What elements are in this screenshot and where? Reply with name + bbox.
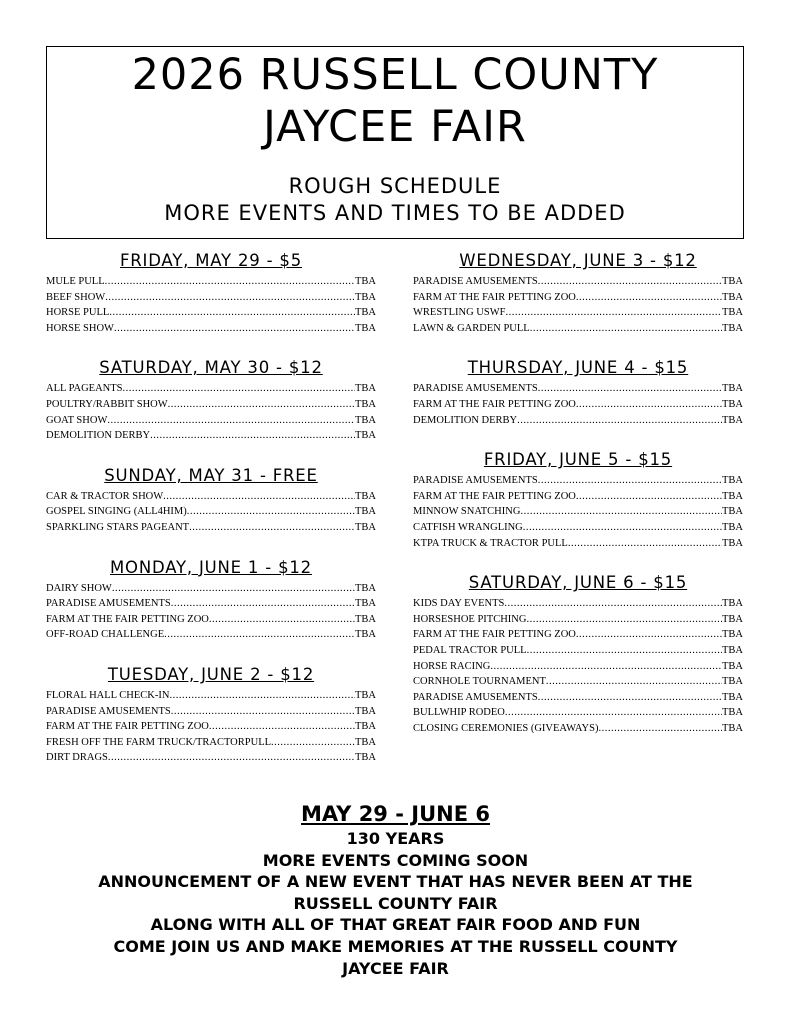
event-row bbox=[413, 504, 743, 520]
event-name: HORSESHOE PITCHING bbox=[413, 613, 527, 625]
day-block bbox=[46, 555, 376, 643]
event-row bbox=[413, 674, 743, 690]
dot-leader bbox=[538, 381, 722, 397]
footer-line: RUSSELL COUNTY FAIR bbox=[293, 893, 498, 913]
event-name: HORSE RACING bbox=[413, 660, 491, 672]
event-name: PARADISE AMUSEMENTS bbox=[413, 475, 538, 487]
event-name: DEMOLITION DERBY bbox=[46, 430, 151, 442]
dot-leader bbox=[504, 596, 722, 612]
dot-leader bbox=[576, 397, 722, 413]
event-time: TBA bbox=[722, 414, 743, 426]
footer-line: 130 YEARS bbox=[346, 829, 445, 848]
event-row bbox=[46, 321, 376, 337]
event-row bbox=[46, 381, 376, 397]
dot-leader bbox=[530, 321, 722, 337]
event-time: TBA bbox=[355, 430, 376, 442]
event-row bbox=[46, 612, 376, 628]
day-block bbox=[46, 355, 376, 443]
footer-announcement bbox=[0, 800, 791, 979]
left-schedule-column bbox=[46, 248, 376, 785]
event-name: KTPA TRUCK & TRACTOR PULL bbox=[413, 537, 568, 549]
day-heading: FRIDAY, MAY 29 - $5 bbox=[119, 251, 302, 270]
event-name: GOAT SHOW bbox=[46, 414, 108, 426]
day-heading: FRIDAY, JUNE 5 - $15 bbox=[483, 450, 673, 470]
footer-line: ALONG WITH ALL OF THAT GREAT FAIR FOOD AND FUN bbox=[150, 915, 641, 935]
event-time: TBA bbox=[722, 722, 743, 734]
event-time: TBA bbox=[722, 490, 743, 502]
event-name: FARM AT THE FAIR PETTING ZOO bbox=[413, 490, 576, 502]
dot-leader bbox=[150, 428, 355, 444]
event-time: TBA bbox=[355, 490, 376, 502]
event-row bbox=[46, 520, 376, 536]
event-name: BEEF SHOW bbox=[46, 291, 106, 303]
event-time: TBA bbox=[722, 629, 743, 641]
day-heading: SATURDAY, MAY 30 - $12 bbox=[99, 358, 323, 378]
day-block bbox=[413, 355, 743, 428]
event-name: FRESH OFF THE FARM TRUCK/TRACTORPULL bbox=[46, 736, 272, 748]
dot-leader bbox=[538, 690, 722, 706]
event-row bbox=[413, 643, 743, 659]
footer-line: ANNOUNCEMENT OF A NEW EVENT THAT HAS NEVER BEEN AT THE bbox=[98, 872, 693, 892]
event-row bbox=[413, 290, 743, 306]
event-row bbox=[46, 428, 376, 444]
event-row bbox=[413, 489, 743, 505]
event-time: TBA bbox=[722, 707, 743, 719]
dot-leader bbox=[164, 627, 355, 643]
event-row bbox=[46, 489, 376, 505]
event-row bbox=[413, 690, 743, 706]
event-name: PARADISE AMUSEMENTS bbox=[46, 598, 171, 610]
event-time: TBA bbox=[722, 644, 743, 656]
dot-leader bbox=[168, 397, 355, 413]
event-row bbox=[413, 705, 743, 721]
event-name: FARM AT THE FAIR PETTING ZOO bbox=[413, 398, 576, 410]
event-name: LAWN & GARDEN PULL bbox=[413, 322, 530, 334]
subtitle-line1: ROUGH SCHEDULE bbox=[288, 174, 502, 198]
event-time: TBA bbox=[355, 276, 376, 287]
event-name: MULE PULL bbox=[46, 276, 105, 287]
event-name: HORSE PULL bbox=[46, 307, 110, 319]
dot-leader bbox=[209, 612, 355, 628]
event-time: TBA bbox=[722, 475, 743, 487]
dot-leader bbox=[546, 674, 722, 690]
event-row bbox=[46, 290, 376, 306]
day-heading: SUNDAY, MAY 31 - FREE bbox=[104, 465, 318, 485]
event-name: PARADISE AMUSEMENTS bbox=[413, 383, 538, 395]
event-name: KIDS DAY EVENTS bbox=[413, 598, 505, 610]
event-time: TBA bbox=[355, 506, 376, 518]
event-row bbox=[413, 596, 743, 612]
event-time: TBA bbox=[722, 322, 743, 334]
event-name: POULTRY/RABBIT SHOW bbox=[46, 398, 168, 410]
title-box bbox=[46, 46, 744, 239]
event-row bbox=[413, 473, 743, 489]
event-row bbox=[413, 274, 743, 290]
event-row bbox=[46, 750, 376, 766]
event-row bbox=[413, 413, 743, 429]
event-name: CATFISH WRANGLING bbox=[413, 521, 523, 533]
dot-leader bbox=[114, 321, 355, 337]
fair-dates: MAY 29 - JUNE 6 bbox=[301, 802, 490, 826]
day-heading: THURSDAY, JUNE 4 - $15 bbox=[467, 358, 689, 378]
dot-leader bbox=[490, 659, 722, 675]
dot-leader bbox=[171, 704, 355, 720]
event-row bbox=[46, 704, 376, 720]
event-time: TBA bbox=[355, 383, 376, 395]
dot-leader bbox=[505, 305, 722, 321]
event-time: TBA bbox=[355, 629, 376, 641]
event-time: TBA bbox=[722, 383, 743, 395]
event-time: TBA bbox=[722, 291, 743, 303]
dot-leader bbox=[517, 413, 722, 429]
event-row bbox=[413, 627, 743, 643]
footer-line: JAYCEE FAIR bbox=[342, 958, 449, 978]
event-time: TBA bbox=[722, 691, 743, 703]
event-time: TBA bbox=[355, 521, 376, 533]
day-block bbox=[413, 570, 743, 736]
event-name: GOSPEL SINGING (ALL4HIM) bbox=[46, 506, 187, 518]
event-name: CAR & TRACTOR SHOW bbox=[46, 490, 164, 502]
event-time: TBA bbox=[355, 721, 376, 733]
event-time: TBA bbox=[355, 322, 376, 334]
day-heading: SATURDAY, JUNE 6 - $15 bbox=[468, 573, 688, 593]
event-name: DEMOLITION DERBY bbox=[413, 414, 518, 426]
event-time: TBA bbox=[722, 276, 743, 287]
event-name: SPARKLING STARS PAGEANT bbox=[46, 521, 190, 533]
event-time: TBA bbox=[722, 398, 743, 410]
day-heading: MONDAY, JUNE 1 - $12 bbox=[110, 557, 312, 577]
event-time: TBA bbox=[722, 307, 743, 319]
dot-leader bbox=[526, 612, 722, 628]
dot-leader bbox=[107, 413, 355, 429]
event-name: DIRT DRAGS bbox=[46, 752, 108, 764]
event-time: TBA bbox=[722, 537, 743, 549]
event-name: FLORAL HALL CHECK-IN bbox=[46, 689, 170, 701]
event-name: MINNOW SNATCHING bbox=[413, 506, 521, 518]
day-block bbox=[413, 447, 743, 551]
day-block bbox=[413, 248, 743, 336]
event-name: HORSE SHOW bbox=[46, 322, 114, 334]
event-name: PARADISE AMUSEMENTS bbox=[413, 276, 538, 287]
dot-leader bbox=[169, 688, 355, 704]
event-time: TBA bbox=[355, 414, 376, 426]
event-name: FARM AT THE FAIR PETTING ZOO bbox=[46, 721, 209, 733]
event-row bbox=[413, 321, 743, 337]
subtitle-line2: MORE EVENTS AND TIMES TO BE ADDED bbox=[164, 201, 626, 225]
event-name: OFF-ROAD CHALLENGE bbox=[46, 629, 165, 641]
event-time: TBA bbox=[355, 291, 376, 303]
event-name: PEDAL TRACTOR PULL bbox=[413, 644, 527, 656]
right-schedule-column bbox=[413, 248, 743, 755]
footer-line: COME JOIN US AND MAKE MEMORIES AT THE RUSSELL COUNTY bbox=[113, 936, 678, 956]
day-heading: WEDNESDAY, JUNE 3 - $12 bbox=[459, 251, 697, 270]
dot-leader bbox=[271, 735, 355, 751]
event-row bbox=[413, 520, 743, 536]
footer-line: MORE EVENTS COMING SOON bbox=[262, 850, 529, 870]
event-row bbox=[46, 274, 376, 290]
fair-title-line1: 2026 RUSSELL COUNTY bbox=[131, 50, 659, 100]
event-row bbox=[46, 735, 376, 751]
event-time: TBA bbox=[355, 736, 376, 748]
event-row bbox=[46, 504, 376, 520]
day-block bbox=[46, 463, 376, 536]
event-row bbox=[46, 627, 376, 643]
event-row bbox=[413, 397, 743, 413]
event-row bbox=[413, 536, 743, 552]
event-name: PARADISE AMUSEMENTS bbox=[46, 705, 171, 717]
event-name: FARM AT THE FAIR PETTING ZOO bbox=[413, 629, 576, 641]
dot-leader bbox=[523, 520, 722, 536]
day-block bbox=[46, 662, 376, 766]
event-row bbox=[46, 305, 376, 321]
dot-leader bbox=[171, 596, 355, 612]
dot-leader bbox=[109, 305, 355, 321]
event-name: FARM AT THE FAIR PETTING ZOO bbox=[413, 291, 576, 303]
event-time: TBA bbox=[722, 660, 743, 672]
dot-leader bbox=[163, 489, 355, 505]
day-heading: TUESDAY, JUNE 2 - $12 bbox=[107, 664, 315, 684]
dot-leader bbox=[576, 627, 722, 643]
dot-leader bbox=[527, 643, 722, 659]
event-row bbox=[413, 721, 743, 737]
event-name: FARM AT THE FAIR PETTING ZOO bbox=[46, 613, 209, 625]
event-name: ALL PAGEANTS bbox=[46, 383, 123, 395]
fair-title-line2: JAYCEE FAIR bbox=[263, 102, 527, 152]
event-name: PARADISE AMUSEMENTS bbox=[413, 691, 538, 703]
day-block bbox=[46, 248, 376, 336]
event-row bbox=[413, 612, 743, 628]
event-name: WRESTLING USWF bbox=[413, 307, 506, 319]
event-time: TBA bbox=[355, 705, 376, 717]
event-row bbox=[413, 305, 743, 321]
dot-leader bbox=[598, 721, 722, 737]
event-row bbox=[413, 381, 743, 397]
dot-leader bbox=[187, 504, 355, 520]
event-time: TBA bbox=[355, 689, 376, 701]
event-time: TBA bbox=[722, 676, 743, 688]
event-time: TBA bbox=[722, 506, 743, 518]
dot-leader bbox=[568, 536, 722, 552]
event-name: DAIRY SHOW bbox=[46, 582, 112, 594]
event-row bbox=[46, 688, 376, 704]
dot-leader bbox=[538, 473, 722, 489]
dot-leader bbox=[112, 581, 355, 597]
event-name: BULLWHIP RODEO bbox=[413, 707, 505, 719]
event-row bbox=[46, 413, 376, 429]
event-time: TBA bbox=[722, 613, 743, 625]
dot-leader bbox=[123, 381, 355, 397]
dot-leader bbox=[105, 274, 355, 290]
event-row bbox=[46, 596, 376, 612]
event-name: CLOSING CEREMONIES (GIVEAWAYS) bbox=[413, 722, 599, 734]
dot-leader bbox=[576, 290, 722, 306]
event-time: TBA bbox=[355, 398, 376, 410]
dot-leader bbox=[505, 705, 722, 721]
event-time: TBA bbox=[355, 307, 376, 319]
event-row bbox=[46, 581, 376, 597]
event-row bbox=[413, 659, 743, 675]
event-time: TBA bbox=[355, 598, 376, 610]
event-time: TBA bbox=[722, 521, 743, 533]
dot-leader bbox=[108, 750, 355, 766]
event-time: TBA bbox=[355, 613, 376, 625]
event-name: CORNHOLE TOURNAMENT bbox=[413, 676, 546, 688]
dot-leader bbox=[189, 520, 355, 536]
event-time: TBA bbox=[722, 598, 743, 610]
dot-leader bbox=[520, 504, 722, 520]
dot-leader bbox=[105, 290, 355, 306]
event-row bbox=[46, 397, 376, 413]
event-time: TBA bbox=[355, 752, 376, 764]
dot-leader bbox=[209, 719, 355, 735]
event-row bbox=[46, 719, 376, 735]
dot-leader bbox=[538, 274, 722, 290]
dot-leader bbox=[576, 489, 722, 505]
event-time: TBA bbox=[355, 582, 376, 594]
